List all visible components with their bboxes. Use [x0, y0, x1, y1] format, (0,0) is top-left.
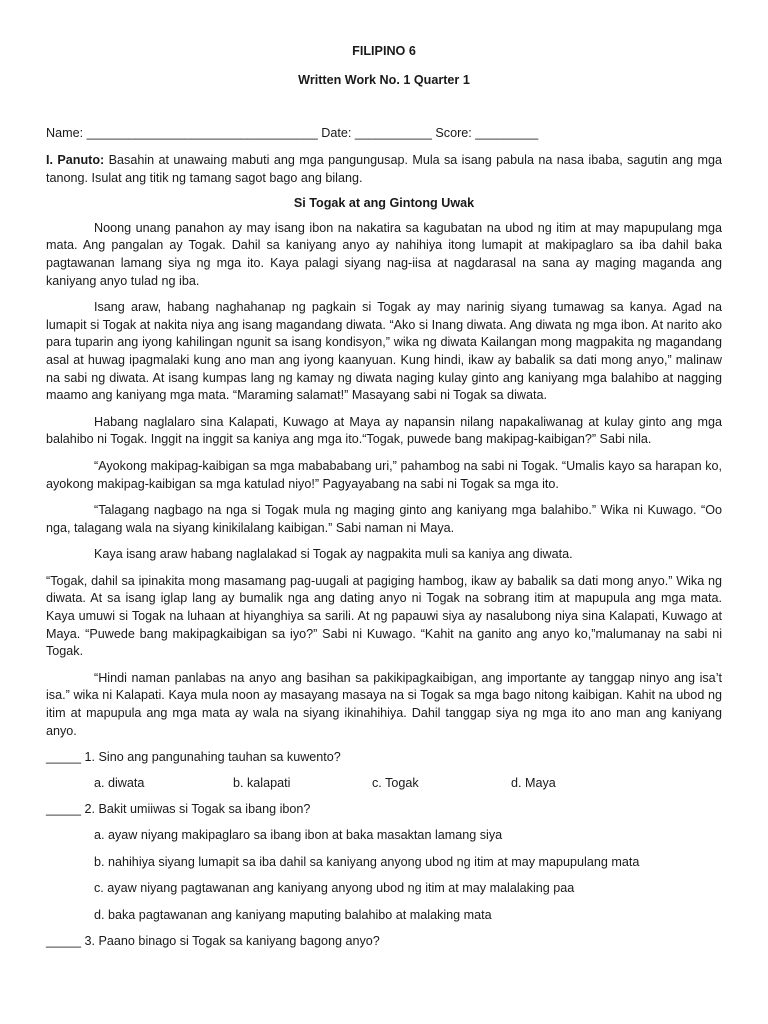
- choice-c: c. ayaw niyang pagtawanan ang kaniyang anyong ubod ng itim at may malalaking paa: [94, 881, 575, 896]
- story-paragraph: Isang araw, habang naghahanap ng pagkain si Togak ay may narinig siyang tumawag sa kanya. Agad na lumapit si Togak at nakita niya ang isang magandang diwata. “Ako si Inang diwata. Ang diwata ng mga ibon. At narito ako para tuparin ang iyong kahilingan ngunit sa isang kondisyon,” wika ng diwata Kailangan mong magpakita ng magandang asal at huwag ipagmalaki kung ano man ang iyong kaanyuan. Kung hindi, ikaw ay babalik sa dati mong anyo,” malinaw na sabi ng diwata. At isang kumpas lang ng kamay ng diwata naging kulay ginto ang kaniyang mga balahibo at nagging maamo ang kaniyang mga mata. “Maraming salamat!” Masayang sabi ni Togak sa diwata.: [46, 300, 722, 403]
- choice-b: b. kalapati: [233, 775, 291, 790]
- choice-a: a. diwata: [94, 775, 145, 790]
- question-2: _____ 2. Bakit umiiwas si Togak sa ibang ibon?: [46, 802, 311, 817]
- story-paragraph: Habang naglalaro sina Kalapati, Kuwago at Maya ay napansin nilang napakaliwanag at kulay ginto ang mga balahibo ni Togak. Inggit na inggit sa kaniya ang mga ito.“Togak, puwede bang makipag-kaibigan?” Sabi nila.: [46, 414, 722, 447]
- choice-a: a. ayaw niyang makipaglaro sa ibang ibon at baka masaktan lamang siya: [94, 828, 503, 842]
- choice-b: b. nahihiya siyang lumapit sa iba dahil sa kaniyang anyong ubod ng itim at may mapupulang mata: [94, 854, 640, 869]
- document-title: FILIPINO 6: [352, 44, 416, 58]
- worksheet-content: [46, 152, 722, 959]
- choice-d: d. baka pagtawanan ang kaniyang maputing balahibo at malaking mata: [94, 907, 492, 922]
- instructions-label: I. Panuto:: [46, 153, 105, 167]
- instructions: [46, 152, 722, 187]
- choice-d: d. Maya: [511, 775, 556, 790]
- question-1-choices: [94, 775, 722, 793]
- story-paragraph: Noong unang panahon ay may isang ibon na nakatira sa kagubatan na ubod ng itim at may mapupulang mga mata. Ang pangalan ay Togak. Dahil sa kaniyang anyo ay nahihiya itong lumapit at makipaglaro sa iba dahil baka pagtawanan lamang siya ng mga ito. Kaya palagi siyang nag-iisa at nagdarasal na sana ay maging maganda ang kaniyang anyo tulad ng iba.: [46, 220, 722, 288]
- story-paragraph: “Hindi naman panlabas na anyo ang basihan sa pakikipagkaibigan, ang importante ay tanggap ninyo ang isa’t isa.” wika ni Kalapati. Kaya mula noon ay masayang masaya na si Togak sa mga bago nitong kaibigan. Kahit na ubod ng itim at mapupula ang mga mata ay wala na siyang ikinahihiya. Dahil tanggap siya ng mga ito ano man ang kaniyang anyo.: [46, 670, 722, 738]
- story-paragraph: “Ayokong makipag-kaibigan sa mga mabababang uri,” pahambog na sabi ni Togak. “Umalis kayo sa harapan ko, ayokong makipag-kaibigan sa mga katulad niyo!” Pagyayabang na sabi ni Togak sa mga ito.: [46, 458, 722, 491]
- name-date-score-line: Name: _________________________________ Date: ___________ Score: _________: [46, 126, 539, 140]
- question-1: _____ 1. Sino ang pangunahing tauhan sa kuwento?: [46, 750, 341, 765]
- instructions-text: Basahin at unawaing mabuti ang mga pangungusap. Mula sa isang pabula na nasa ibaba, sagutin ang mga tanong. Isulat ang titik ng tamang sagot bago ang bilang.: [46, 153, 722, 185]
- question-3: _____ 3. Paano binago si Togak sa kaniyang bagong anyo?: [46, 934, 380, 949]
- story-title: Si Togak at ang Gintong Uwak: [293, 196, 475, 211]
- story-paragraph: “Togak, dahil sa ipinakita mong masamang pag-uugali at pagiging hambog, ikaw ay babalik sa dati mong anyo.” Wika ng diwata. At sa isang iglap lang ay bumalik nga ang dating anyo ni Togak na sobrang itim at mapupula ang mga mata. Kaya umuwi si Togak na luhaan at hiyanghiya sa sarili. At ng papauwi siya ay nasalubong niya sina Kalapati, Kuwago at Maya. “Puwede bang makipagkaibigan sa iyo?” Sabi ni Kuwago. “Kahit na ganito ang anyo ko,”malumanay na sabi ni Togak.: [46, 573, 722, 659]
- story-paragraph: Kaya isang araw habang naglalakad si Togak ay nagpakita muli sa kaniya ang diwata.: [94, 547, 573, 562]
- document-subtitle: Written Work No. 1 Quarter 1: [298, 73, 470, 87]
- choice-c: c. Togak: [372, 775, 419, 790]
- story-paragraph: “Talagang nagbago na nga si Togak mula ng maging ginto ang kaniyang mga balahibo.” Wika ni Kuwago. “Oo nga, talagang wala na siyang kinikilalang kaibigan.” Sabi naman ni Maya.: [46, 503, 722, 535]
